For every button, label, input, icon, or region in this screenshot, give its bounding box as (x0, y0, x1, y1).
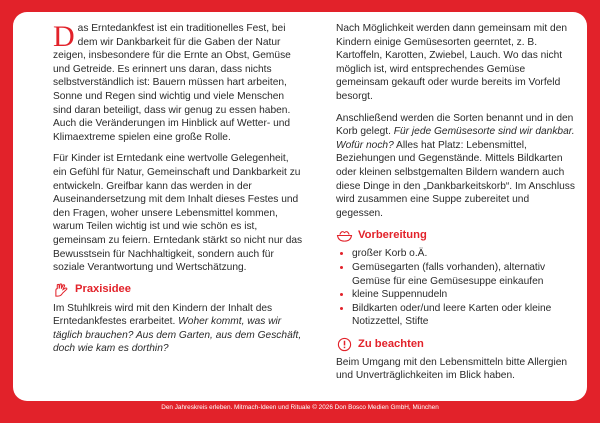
vorbereitung-list (336, 247, 576, 329)
harvest-paragraph: Nach Möglichkeit werden dann gemeinsam mit den Kindern einige Gemüsesorten geerntet, z. B. Kartoffeln, Karotten, Zwiebel, Lauch. Wo das nicht möglich ist, wird entsprechendes Gemüse gemeinsam gekauft oder wurde bereits im Vorfeld besorgt. (336, 23, 568, 102)
vorbereitung-heading: Vorbereitung (358, 229, 427, 242)
footer-copyright: Den Jahreskreis erleben. Mitmach-Ideen und Rituale © 2026 Don Bosco Medien GmbH, München (161, 404, 439, 411)
praxis-heading-row (53, 283, 303, 298)
basket-question: Für jede Gemüsesorte sind wir dankbar. Wofür noch? (336, 126, 575, 151)
list-item: • kleine Suppennudeln (352, 288, 576, 302)
basket-paragraph (336, 112, 576, 221)
hand-icon (53, 283, 70, 298)
right-column (336, 22, 576, 391)
basket-text-b: Alles hat Platz: Lebensmittel, Beziehungen und Gegenstände. Mittels Bildkarten oder kleinen selbstgemalten Bildern wandern auch diese Dinge in den „Dankbarkeitskorb“. Im Anschluss wird zusammen eine Suppe zubereitet und gegessen. (336, 139, 575, 219)
bowl-icon (336, 228, 353, 243)
left-column (53, 22, 303, 364)
praxis-paragraph (53, 302, 303, 356)
drop-cap: D (53, 20, 75, 53)
beachten-heading: Zu beachten (358, 337, 424, 350)
intro-text: as Erntedankfest ist ein traditionelles Fest, bei dem wir Dankbarkeit für die Gaben der Natur zeigen, insbesondere für die Ernte an Obst, Gemüse und Getreide. Es erinnert uns daran, dass nichts selbstverständlich ist: Bauern müssen hart arbeiten, Sonne und Regen sind wichtig und viele Menschen sind daran beteiligt, dass wir genug zu essen haben. Auch die Veränderungen im Hinblick auf Wetter- und Klimaextreme spielen eine große Rolle. (53, 23, 291, 143)
list-item: • großer Korb o.Ä. (352, 247, 576, 261)
content-card (13, 12, 587, 401)
beachten-paragraph: Beim Umgang mit den Lebensmitteln bitte Allergien und Unverträglichkeiten im Blick haben. (336, 356, 568, 382)
intro-paragraph (53, 22, 303, 144)
basket-text-a: Anschließend werden die Sorten benannt und in den Korb gelegt. (336, 112, 574, 138)
praxis-heading: Praxisidee (75, 283, 131, 296)
praxis-text: Im Stuhlkreis wird mit den Kindern der Inhalt des Erntedankfestes erarbeitet. (53, 302, 273, 328)
praxis-question: Woher kommt, was wir täglich brauchen? Aus dem Garten, aus dem Geschäft, doch wie kam es dorthin? (53, 316, 302, 355)
children-paragraph: Für Kinder ist Erntedank eine wertvolle Gelegenheit, ein Gefühl für Natur, Gemeinschaft und Dankbarkeit zu entwickeln. Greifbar kann das werden in der Auseinandersetzung mit dem Inhalt dieses Festes und den Fragen, woher unsere Lebensmittel kommen, warum Teilen wichtig ist und wie schön es ist, gemeinsam zu feiern. Erntedank stärkt so nicht nur das Bewusstsein für Nachhaltigkeit, sondern auch für soziale Verantwortung und Wertschätzung. (53, 153, 303, 274)
beachten-heading-row (336, 337, 576, 352)
list-item: • Bildkarten oder/und leere Karten oder kleine Notizzettel, Stifte (352, 302, 576, 329)
vorbereitung-heading-row (336, 228, 576, 243)
list-item: • Gemüsegarten (falls vorhanden), alternativ Gemüse für eine Gemüsesuppe einkaufen (352, 261, 576, 288)
alert-icon (336, 337, 353, 352)
